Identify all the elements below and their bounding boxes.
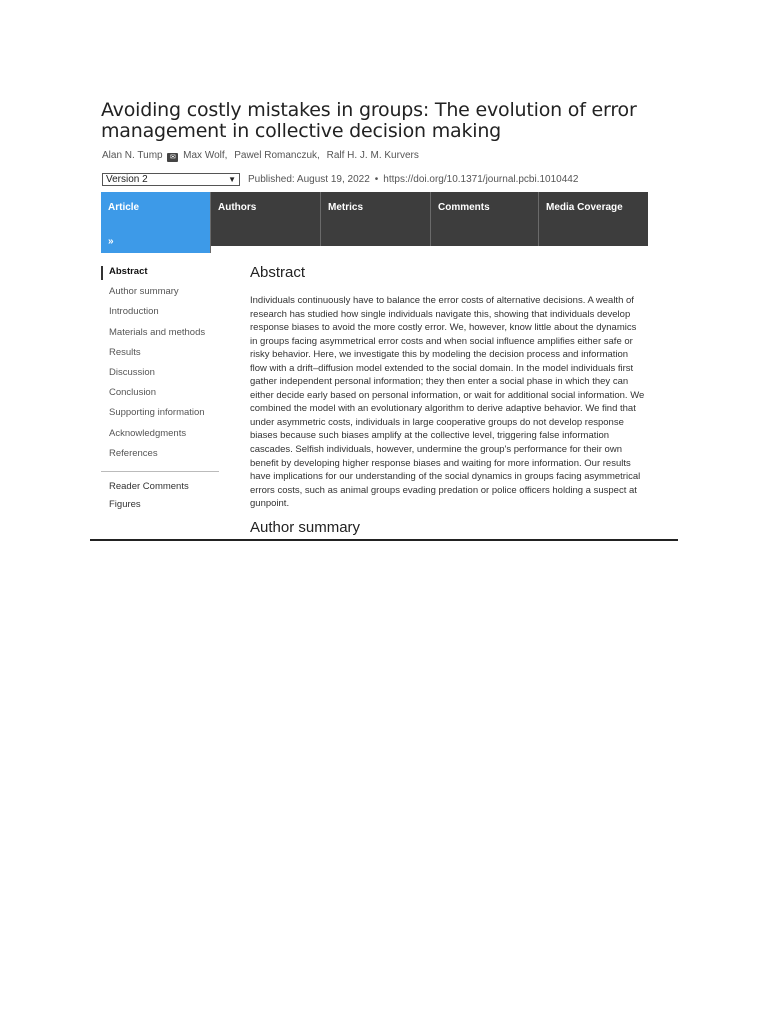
abstract-text: Individuals continuously have to balance the error costs of alternative decisions. A wealth of research has studied how single individuals navigate this, showing that individuals develop response biases to avoid the more costly error. We, however, know little about the dynamics in groups facing asymmetrical error costs and when social influence amplifies either safe or risky behavior. Here, we investigate this by modeling the decision process and information flow with a drift–diffusion model extended to the social domain. In the model individuals first gather independent personal information; they then enter a social phase in which they can either decide early based on personal information, or wait for additional social information. We combined the model with an evolutionary algorithm to derive adaptive behavior. We find that under asymmetric costs, individuals in large cooperative groups do not develop response biases because such biases amplify at the collective level, triggering false information cascades. Selfish individuals, however, undermine the group's performance for their own benefit by developing higher response biases and waiting for more information. Our results have implications for our understanding of the social dynamics in groups facing asymmetrical errors costs, such as animal groups evading predation or police officers holding a suspect at gunpoint. bbox=[250, 295, 645, 510]
author-link[interactable]: Pawel Romanczuk, bbox=[234, 150, 320, 161]
toc-item-introduction[interactable]: Introduction bbox=[109, 306, 159, 318]
tab-label: Comments bbox=[438, 202, 490, 213]
toc-item-abstract[interactable]: Abstract bbox=[101, 266, 219, 280]
tab-label: Article bbox=[108, 202, 140, 213]
toc-item-figures[interactable]: Figures bbox=[109, 498, 141, 510]
author-link[interactable]: Alan N. Tump bbox=[102, 150, 163, 161]
doi-link[interactable]: https://doi.org/10.1371/journal.pcbi.1010442 bbox=[383, 173, 579, 185]
author-link[interactable]: Ralf H. J. M. Kurvers bbox=[326, 150, 419, 161]
version-select[interactable] bbox=[102, 173, 240, 186]
mail-icon[interactable]: ✉ bbox=[167, 153, 178, 162]
toc-item-materials-and-methods[interactable]: Materials and methods bbox=[109, 326, 206, 338]
chevron-down-icon: ▼ bbox=[228, 174, 236, 184]
toc-item-conclusion[interactable]: Conclusion bbox=[109, 387, 156, 399]
author-link[interactable]: Max Wolf, bbox=[183, 150, 228, 161]
abstract-heading: Abstract bbox=[250, 264, 306, 281]
tab-label: Metrics bbox=[328, 202, 364, 213]
toc-item-supporting-information[interactable]: Supporting information bbox=[109, 407, 205, 419]
toc-item-author-summary[interactable]: Author summary bbox=[109, 286, 179, 298]
tab-comments[interactable] bbox=[431, 192, 539, 246]
article-tabs bbox=[101, 192, 648, 254]
toc-item-discussion[interactable]: Discussion bbox=[109, 366, 155, 378]
tab-label: Media Coverage bbox=[546, 202, 623, 213]
article-title: Avoiding costly mistakes in groups: The evolution of error management in collective decision making bbox=[101, 99, 637, 142]
bottom-rule bbox=[90, 539, 678, 541]
toc-item-reader-comments[interactable]: Reader Comments bbox=[109, 480, 189, 492]
author-summary-heading: Author summary bbox=[250, 519, 361, 536]
published-date: Published: August 19, 2022 bbox=[248, 173, 370, 185]
author-list bbox=[102, 150, 419, 162]
tab-label: Authors bbox=[218, 202, 257, 213]
article-toc bbox=[101, 266, 219, 517]
version-value: Version 2 bbox=[106, 173, 148, 185]
tab-media-coverage[interactable] bbox=[539, 192, 648, 246]
tab-metrics[interactable] bbox=[321, 192, 431, 246]
toc-divider bbox=[101, 471, 219, 472]
toc-item-acknowledgments[interactable]: Acknowledgments bbox=[109, 427, 187, 439]
article-meta bbox=[102, 172, 578, 186]
tab-authors[interactable] bbox=[211, 192, 321, 246]
separator-bullet: • bbox=[374, 173, 379, 185]
toc-item-results[interactable]: Results bbox=[109, 346, 141, 358]
tab-article[interactable] bbox=[101, 192, 211, 253]
double-chevron-down-icon[interactable]: » bbox=[108, 236, 114, 247]
toc-item-references[interactable]: References bbox=[109, 447, 158, 459]
